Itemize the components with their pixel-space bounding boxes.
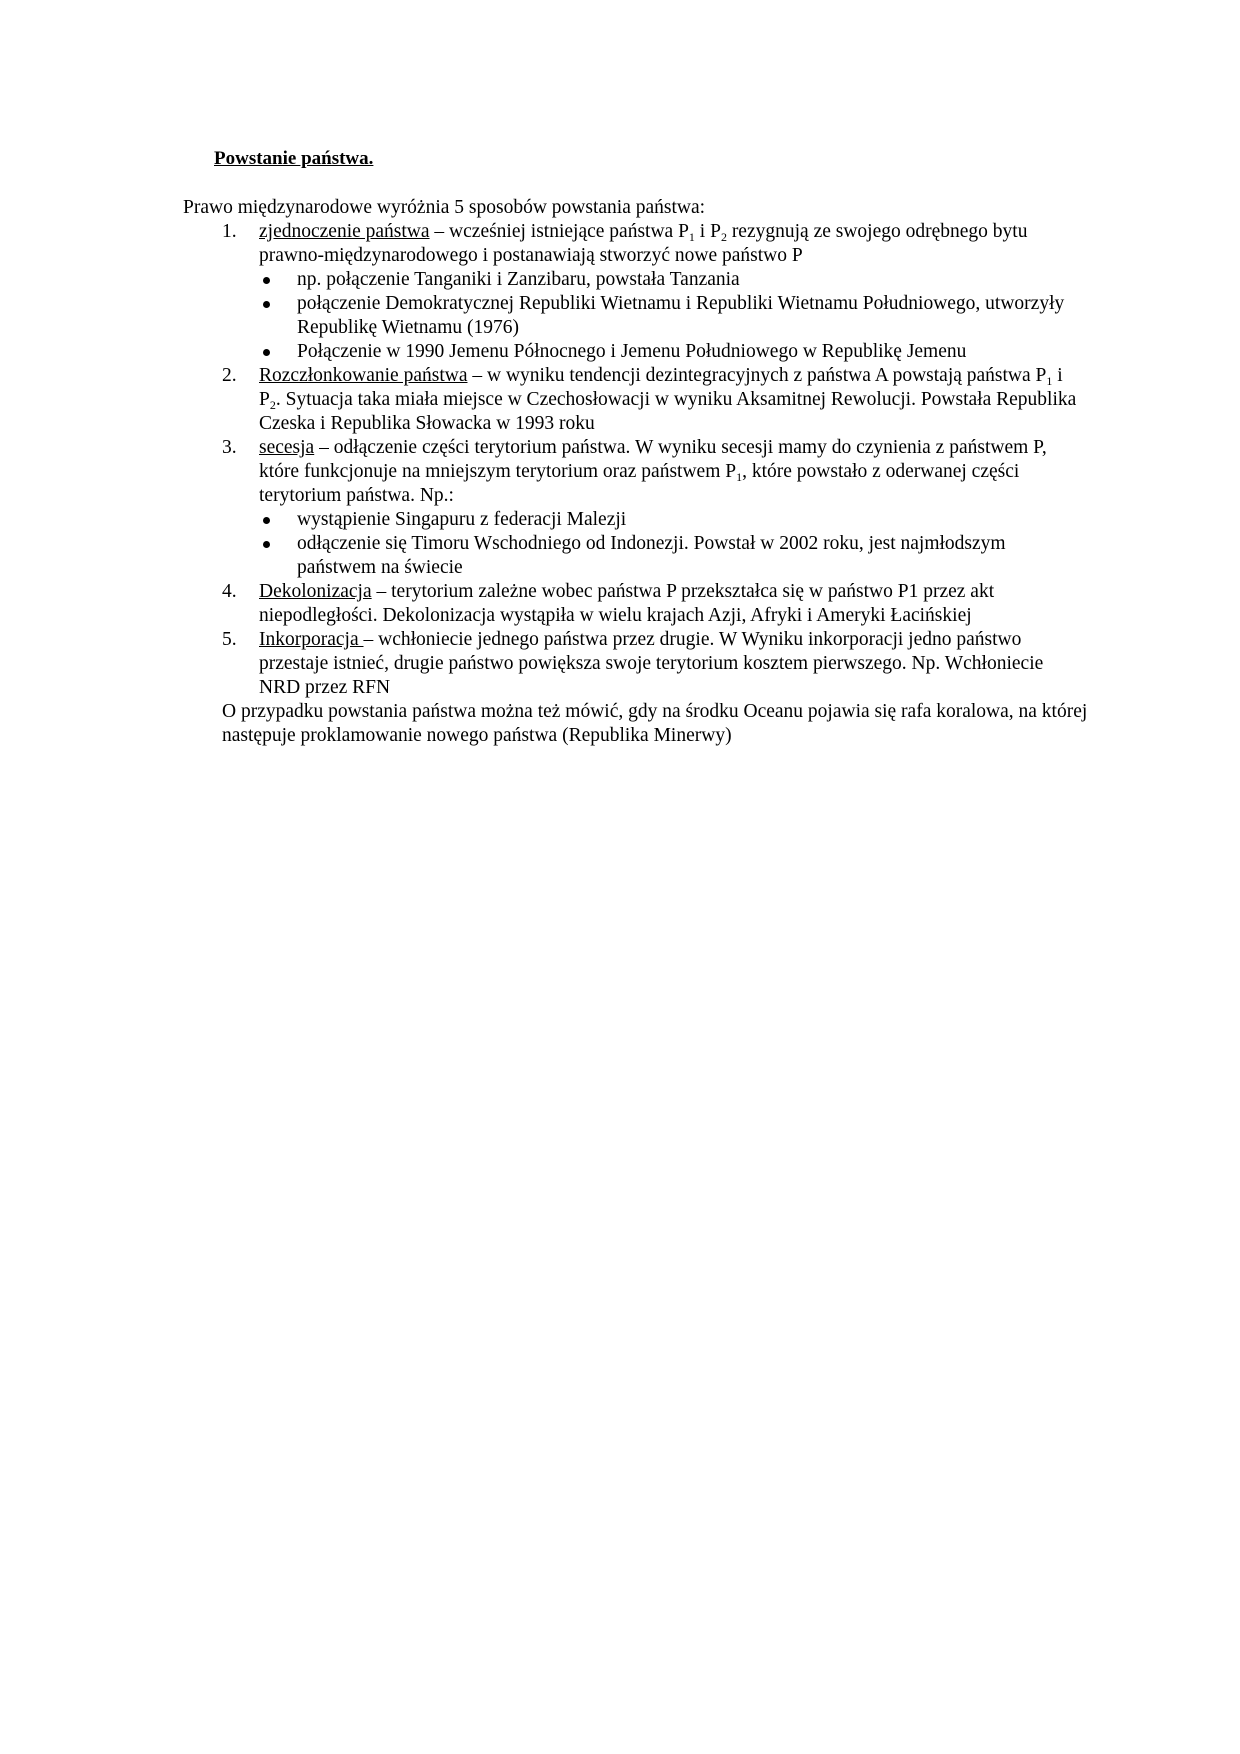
- subscript: 2: [269, 398, 276, 412]
- bullet-text: Połączenie w 1990 Jemenu Północnego i Jemenu Południowego w Republikę Jemenu: [297, 341, 967, 362]
- item-text: – odłączenie części terytorium państwa. W wyniku secesji mamy do czynienia z państwem P, które funkcjonuje na mniejszym terytorium oraz państwem P: [259, 437, 1047, 482]
- list-item: [183, 436, 1088, 508]
- subscript: 2: [720, 230, 727, 244]
- list-item: [183, 628, 1088, 700]
- item-term: Rozczłonkowanie państwa: [259, 365, 468, 386]
- closing-paragraph: O przypadku powstania państwa można też mówić, gdy na środku Oceanu pojawia się rafa koralowa, na której następuje proklamowanie nowego państwa (Republika Minerwy): [222, 701, 1088, 746]
- item-text: . Sytuacja taka miała miejsce w Czechosłowacji w wyniku Aksamitnej Rewolucji. Powstała Republika Czeska i Republika Słowacka w 1993 roku: [259, 389, 1077, 434]
- bullet-dot-icon: [263, 541, 270, 548]
- item-term: Inkorporacja: [259, 629, 364, 650]
- bullet-list: [183, 268, 1088, 364]
- item-number: 1.: [222, 221, 237, 242]
- bullet-item: [183, 340, 1088, 364]
- item-number: 2.: [222, 365, 237, 386]
- bullet-item: [183, 532, 1088, 580]
- bullet-text: odłączenie się Timoru Wschodniego od Indonezji. Powstał w 2002 roku, jest najmłodszym państwem na świecie: [297, 533, 1006, 578]
- list-item: [183, 220, 1088, 268]
- item-number: 3.: [222, 437, 237, 458]
- item-text: , które powstało z oderwanej części terytorium państwa. Np.:: [259, 461, 1020, 506]
- bullet-text: np. połączenie Tanganiki i Zanzibaru, powstała Tanzania: [297, 269, 740, 290]
- item-term: zjednoczenie państwa: [259, 221, 430, 242]
- bullet-item: [183, 508, 1088, 532]
- item-text: i P: [694, 221, 721, 242]
- subscript: 1: [1046, 374, 1053, 388]
- item-term: secesja: [259, 437, 315, 458]
- intro-paragraph: Prawo międzynarodowe wyróżnia 5 sposobów powstania państwa:: [183, 197, 706, 218]
- bullet-text: połączenie Demokratycznej Republiki Wietnamu i Republiki Wietnamu Południowego, utworzyły Republikę Wietnamu (1976): [297, 293, 1065, 338]
- bullet-text: wystąpienie Singapuru z federacji Malezji: [297, 509, 627, 530]
- list-item: [183, 580, 1088, 628]
- item-text: rezygnują ze swojego odrębnego bytu prawno-międzynarodowego i postanawiają stworzyć nowe państwo P: [259, 221, 1028, 266]
- bullet-item: [183, 268, 1088, 292]
- item-term: Dekolonizacja: [259, 581, 372, 602]
- item-text: – w wyniku tendencji dezintegracyjnych z państwa A powstają państwa P: [467, 365, 1047, 386]
- subscript: 1: [736, 470, 743, 484]
- subscript: 1: [688, 230, 695, 244]
- item-text: – wchłoniecie jednego państwa przez drugie. W Wyniku inkorporacji jedno państwo przestaje istnieć, drugie państwo powiększa swoje terytorium kosztem pierwszego. Np. Wchłoniecie NRD przez RFN: [259, 629, 1044, 698]
- item-number: 5.: [222, 629, 237, 650]
- bullet-dot-icon: [263, 301, 270, 308]
- bullet-dot-icon: [263, 517, 270, 524]
- item-number: 4.: [222, 581, 237, 602]
- bullet-list: [183, 508, 1088, 580]
- item-text: – terytorium zależne wobec państwa P przekształca się w państwo P1 przez akt niepodległości. Dekolonizacja wystąpiła w wielu krajach Azji, Afryki i Ameryki Łacińskiej: [259, 581, 995, 626]
- item-text: i P: [259, 365, 1063, 410]
- bullet-dot-icon: [263, 349, 270, 356]
- bullet-item: [183, 292, 1088, 340]
- document-title: Powstanie państwa.: [214, 148, 374, 169]
- item-text: – wcześniej istniejące państwa P: [429, 221, 689, 242]
- bullet-dot-icon: [263, 277, 270, 284]
- list-item: [183, 364, 1088, 436]
- document-content: [183, 220, 1088, 748]
